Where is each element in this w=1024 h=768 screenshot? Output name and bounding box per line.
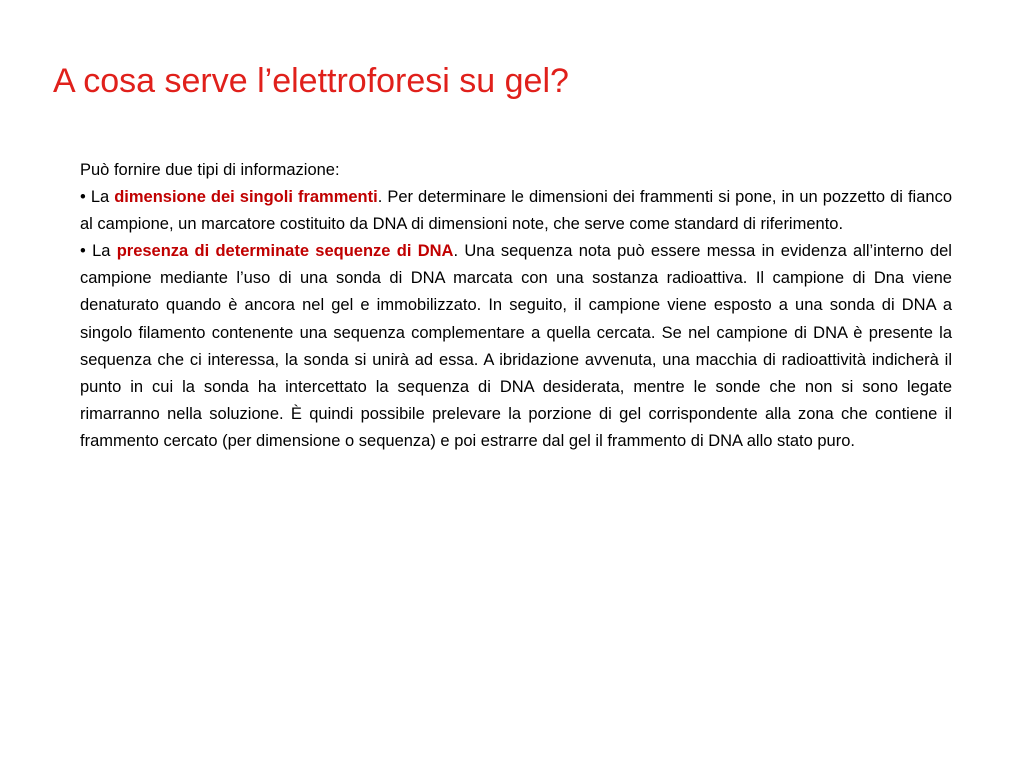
bullet-marker: •: [80, 242, 86, 261]
bullet-text-presenza: . Una sequenza nota può essere messa in evidenza all’interno del campione mediante l’uso di una sonda di DNA marcata con una sostanza radioattiva. Il campione di Dna viene denaturato quando è ancora nel gel e immobilizzato. In seguito, il campione viene esposto a una sonda di DNA a singolo filamento contenente una sequenza complementare a quella cercata. Se nel campione di DNA è presente la sequenza che ci interessa, la sonda si unirà ad essa. A ibridazione avvenuta, una macchia di radioattività indicherà il punto in cui la sonda ha intercettato la sequenza di DNA desiderata, mentre le sonde che non si sono legate rimarranno nella soluzione. È quindi possibile prelevare la porzione di gel corrispondente alla zona che contiene il frammento cercato (per dimensione o sequenza) e poi estrarre dal gel il frammento di DNA allo stato puro.: [80, 242, 952, 450]
bullet-lead: La: [92, 242, 111, 261]
slide-title: A cosa serve l’elettroforesi su gel?: [53, 62, 569, 100]
highlight-dimensione: dimensione dei singoli frammenti: [114, 188, 378, 207]
bullet-text-dimensione: . Per determinare le dimensioni dei frammenti si pone, in un pozzetto di fianco al campione, un marcatore costituito da DNA di dimensioni note, che serve come standard di riferimento.: [80, 188, 952, 234]
bullet-item-dimensione: [80, 184, 952, 238]
bullet-marker: •: [80, 188, 86, 207]
slide-body: [80, 157, 952, 455]
intro-text: Può fornire due tipi di informazione:: [80, 161, 340, 179]
bullet-lead: La: [90, 188, 110, 207]
highlight-presenza: presenza di determinate sequenze di DNA: [116, 242, 454, 261]
bullet-item-presenza: [80, 238, 952, 455]
